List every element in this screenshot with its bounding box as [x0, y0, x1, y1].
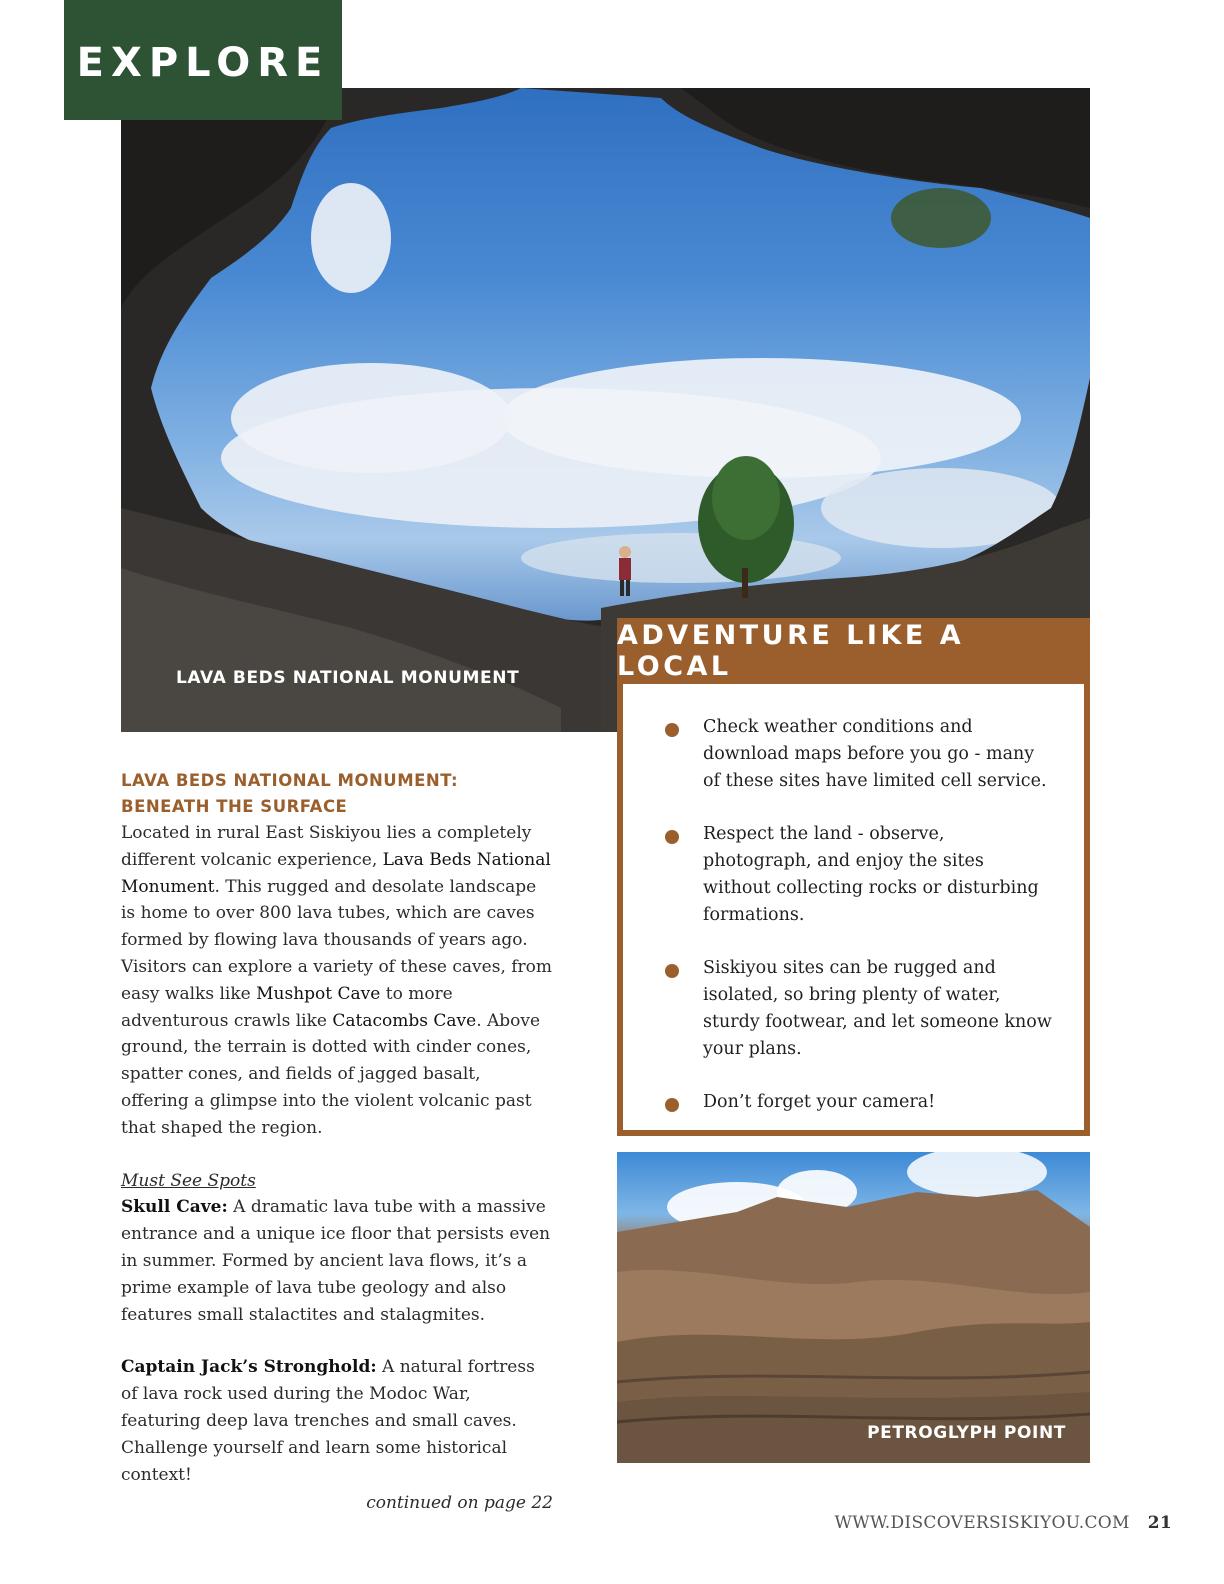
article: [121, 768, 553, 1516]
tip-item: [623, 1089, 1054, 1116]
spot-captain-jacks: [121, 1354, 553, 1488]
tip-item: [623, 821, 1054, 929]
article-title: [121, 768, 553, 820]
tip-text: Respect the land - observe, photograph, and enjoy the sites without collecting rocks or disturbing formations.: [703, 824, 1039, 925]
bullet-icon: [665, 830, 679, 844]
article-intro: [121, 820, 553, 1142]
spot-text: A natural fortress of lava rock used during the Modoc War, featuring deep lava trenches and small caves. Challenge yourself and learn some historical context!: [121, 1357, 535, 1485]
tip-text: Siskiyou sites can be rugged and isolated, so bring plenty of water, sturdy footwear, and let someone know your plans.: [703, 958, 1052, 1059]
intro-text-1: Located in rural East Siskiyou lies a completely different volcanic experience,: [121, 823, 532, 870]
petroglyph-photo: [617, 1152, 1090, 1463]
intro-text-2: . This rugged and desolate landscape is home to over 800 lava tubes, which are caves formed by flowing lava thousands of years ago. Visitors can explore a variety of these caves, from easy walks like: [121, 876, 553, 1004]
tip-text: Check weather conditions and download maps before you go - many of these sites have limited cell service.: [703, 717, 1047, 791]
section-tab-label: EXPLORE: [76, 40, 330, 86]
petroglyph-caption: PETROGLYPH POINT: [867, 1423, 1066, 1443]
article-title-line-1: LAVA BEDS NATIONAL MONUMENT:: [121, 771, 459, 790]
lava-beds-link[interactable]: Lava Beds National Monument: [121, 849, 551, 897]
spot-skull-cave: [121, 1194, 553, 1328]
footer-url[interactable]: WWW.DISCOVERSISKIYOU.COM: [834, 1513, 1130, 1533]
intro-text-4: . Above ground, the terrain is dotted with cinder cones, spatter cones, and fields of jagged basalt, offering a glimpse into the violent volcanic past that shaped the region.: [121, 1010, 541, 1138]
spot-text: A dramatic lava tube with a massive entrance and a unique ice floor that persists even in summer. Formed by ancient lava flows, it’s a prime example of lava tube geology and also features small stalactites and stalagmites.: [121, 1197, 551, 1325]
continued-note: continued on page 22: [366, 1493, 553, 1514]
tip-item: [623, 955, 1054, 1063]
bullet-icon: [665, 964, 679, 978]
intro-text-3: to more adventurous crawls like: [121, 983, 453, 1031]
tip-item: [623, 714, 1054, 795]
catacombs-cave-link[interactable]: Catacombs Cave: [332, 1010, 477, 1031]
page-number: 21: [1147, 1513, 1172, 1533]
page-footer: [834, 1513, 1172, 1533]
rock-cliff-photo-icon: [617, 1152, 1090, 1463]
mushpot-cave-link[interactable]: Mushpot Cave: [256, 983, 381, 1004]
spot-name: Captain Jack’s Stronghold:: [121, 1357, 377, 1378]
adventure-title-bar: [617, 618, 1090, 684]
must-see-heading: Must See Spots: [121, 1170, 256, 1191]
spot-name: Skull Cave:: [121, 1197, 228, 1218]
hero-caption: LAVA BEDS NATIONAL MONUMENT: [176, 668, 520, 688]
article-title-line-2: BENEATH THE SURFACE: [121, 797, 348, 816]
bullet-icon: [665, 723, 679, 737]
bullet-icon: [665, 1098, 679, 1112]
section-tab: [64, 0, 342, 120]
adventure-tips-box: [617, 684, 1090, 1136]
adventure-title: ADVENTURE LIKE A LOCAL: [617, 620, 965, 682]
tip-text: Don’t forget your camera!: [703, 1092, 936, 1112]
